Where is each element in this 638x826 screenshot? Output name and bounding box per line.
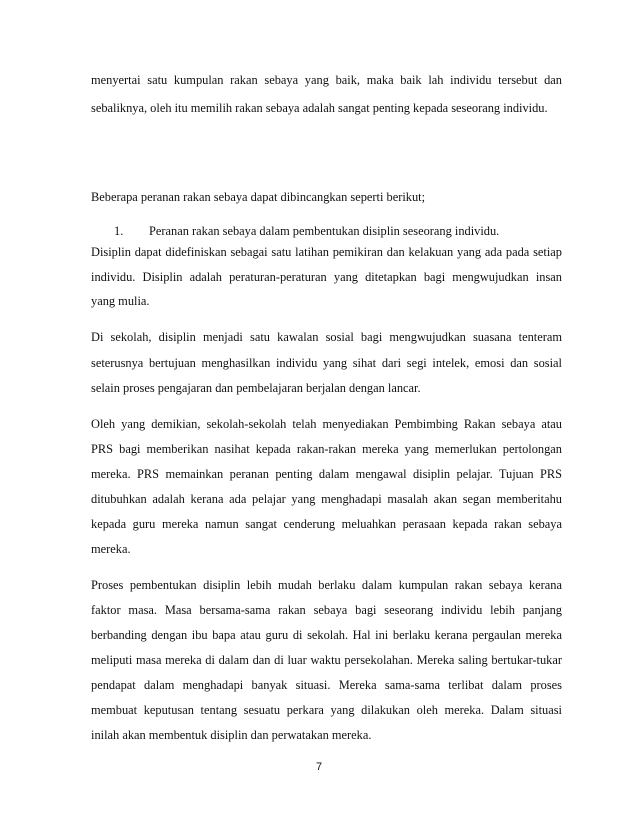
paragraph-5-line-4: ditubuhkan adalah kerana ada pelajar yang menghadapi masalah akan segan memberitahu bbox=[91, 492, 562, 506]
paragraph-5-line-2: PRS bagi memberikan nasihat kepada rakan-rakan mereka yang memerlukan pertolongan bbox=[91, 442, 562, 456]
page-number: 7 bbox=[315, 761, 323, 773]
paragraph-6-line-7: inilah akan membentuk disiplin dan perwatakan mereka. bbox=[91, 728, 372, 742]
paragraph-2-line-1: Beberapa peranan rakan sebaya dapat dibincangkan seperti berikut; bbox=[91, 190, 426, 204]
paragraph-4-line-1: Di sekolah, disiplin menjadi satu kawalan sosial bagi mengwujudkan suasana tenteram bbox=[91, 330, 562, 344]
paragraph-6-line-4: meliputi masa mereka di dalam dan di luar waktu persekolahan. Mereka saling bertukar-tukar bbox=[91, 653, 562, 667]
paragraph-1-line-2: sebaliknya, oleh itu memilih rakan sebaya adalah sangat penting kepada seseorang individu. bbox=[91, 101, 548, 115]
paragraph-4-line-2: seterusnya bertujuan menghasilkan individu yang sihat dari segi intelek, emosi dan sosial bbox=[91, 356, 562, 370]
list-item-heading: Peranan rakan sebaya dalam pembentukan disiplin seseorang individu. bbox=[149, 224, 500, 238]
paragraph-6-line-6: membuat keputusan tentang sesuatu perkara yang dilakukan oleh mereka. Dalam situasi bbox=[91, 703, 562, 717]
paragraph-3-line-3: yang mulia. bbox=[91, 294, 150, 308]
paragraph-6-line-1: Proses pembentukan disiplin lebih mudah berlaku dalam kumpulan rakan sebaya kerana bbox=[91, 578, 562, 592]
paragraph-5-line-1: Oleh yang demikian, sekolah-sekolah telah menyediakan Pembimbing Rakan sebaya atau bbox=[91, 417, 562, 431]
paragraph-6-line-3: berbanding dengan ibu bapa atau guru di sekolah. Hal ini berlaku kerana pergaulan mereka bbox=[91, 628, 562, 642]
paragraph-3-line-1: Disiplin dapat didefiniskan sebagai satu latihan pemikiran dan kelakuan yang ada pada setiap bbox=[91, 245, 562, 259]
paragraph-5-line-6: mereka. bbox=[91, 542, 131, 556]
paragraph-1-line-1: menyertai satu kumpulan rakan sebaya yang baik, maka baik lah individu tersebut dan bbox=[91, 73, 562, 87]
paragraph-3-line-2: individu. Disiplin adalah peraturan-peraturan yang ditetapkan bagi mengwujudkan insan bbox=[91, 270, 562, 284]
paragraph-5-line-5: kepada guru mereka namun sangat cenderung meluahkan perasaan kepada rakan sebaya bbox=[91, 517, 562, 531]
paragraph-5-line-3: mereka. PRS memainkan peranan penting dalam mengawal disiplin pelajar. Tujuan PRS bbox=[91, 467, 562, 481]
list-item-number: 1. bbox=[114, 224, 124, 238]
paragraph-4-line-3: selain proses pengajaran dan pembelajaran berjalan dengan lancar. bbox=[91, 381, 421, 395]
paragraph-6-line-2: faktor masa. Masa bersama-sama rakan sebaya bagi seseorang individu lebih panjang bbox=[91, 603, 562, 617]
paragraph-6-line-5: pendapat dalam menghadapi banyak situasi. Mereka sama-sama terlibat dalam proses bbox=[91, 678, 562, 692]
